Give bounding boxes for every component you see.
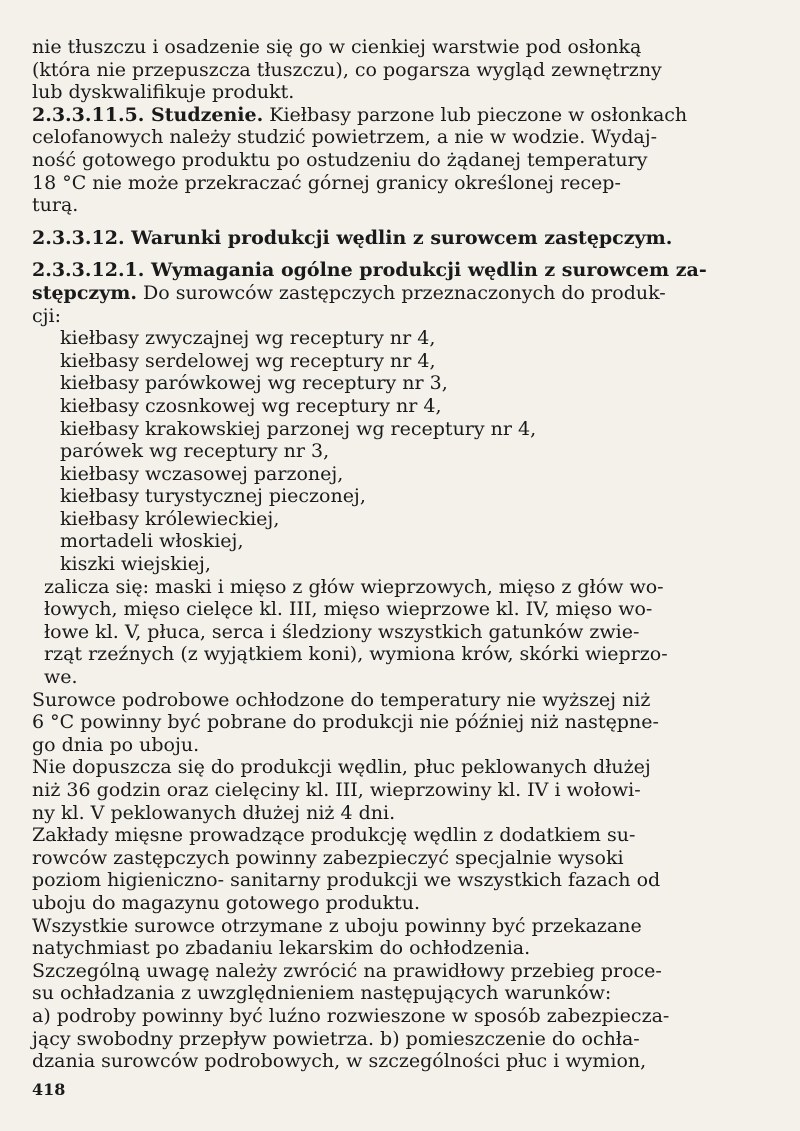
text-line: (która nie przepuszcza tłuszczu), co pogarsza wygląd zewnętrzny [32, 58, 662, 81]
text-line: ny kl. V peklowanych dłużej niż 4 dni. [32, 801, 396, 824]
text-line [32, 104, 704, 127]
text-line: dzania surowców podrobowych, w szczególności płuc i wymion, [32, 1050, 647, 1073]
text-line: poziom higieniczno- sanitarny produkcji we wszystkich fazach od [32, 869, 661, 892]
paragraph-conditions [32, 1005, 704, 1073]
text-line: zalicza się: maski i mięso z głów wieprzowych, mięso z głów wo- [44, 575, 664, 598]
text-line: natychmiast po zbadaniu lekarskim do ochłodzenia. [32, 937, 531, 960]
paragraph-storage-temperature [32, 689, 704, 757]
list-item: kiełbasy parówkowej wg receptury nr 3, [60, 372, 448, 395]
section-heading: 2.3.3.12. Warunki produkcji wędlin z surowcem zastępczym. [32, 226, 673, 249]
section-heading: 2.3.3.12.1. Wymagania ogólne produkcji wędlin z surowcem za- [32, 259, 707, 282]
page-number: 418 [32, 1080, 66, 1099]
list-item: kiełbasy królewieckiej, [60, 507, 280, 530]
section-heading: stępczym. [32, 281, 137, 304]
text-line: we. [44, 666, 78, 689]
text-line: Surowce podrobowe ochłodzone do temperatury nie wyższej niż [32, 688, 651, 711]
text-line: go dnia po uboju. [32, 733, 200, 756]
list-item: kiełbasy zwyczajnej wg receptury nr 4, [60, 327, 436, 350]
text-line: nie tłuszczu i osadzenie się go w cienkiej warstwie pod osłonką [32, 36, 642, 58]
list-item: kiszki wiejskiej, [60, 553, 211, 576]
text-line: rząt rzeźnych (z wyjątkiem koni), wymiona krów, skórki wieprzo- [44, 643, 668, 666]
section-text: Do surowców zastępczych przeznaczonych do produk- [143, 281, 666, 304]
body-paragraph [32, 576, 704, 689]
text-line: łowych, mięso cielęce kl. III, mięso wieprzowe kl. IV, mięso wo- [44, 598, 653, 621]
intro-paragraph [32, 36, 704, 104]
list-item: kiełbasy turystycznej pieczonej, [60, 485, 366, 508]
section-heading: 2.3.3.11.5. Studzenie. [32, 103, 264, 126]
list-item: kiełbasy krakowskiej parzonej wg receptury nr 4, [60, 417, 537, 440]
paragraph-curing-limits [32, 756, 704, 824]
text-line: turą. [32, 194, 79, 217]
section-text: Kiełbasy parzone lub pieczone w osłonkach [269, 103, 688, 126]
text-line: a) podroby powinny być luźno rozwieszone w sposób zabezpiecza- [32, 1004, 670, 1027]
text-line: lub dyskwalifikuje produkt. [32, 81, 295, 104]
paragraph-cooling-process [32, 960, 704, 1005]
text-line: su ochładzania z uwzględnieniem następujących warunków: [32, 982, 612, 1005]
spacer [32, 217, 704, 227]
text-line: cji: [32, 304, 62, 327]
text-line: jący swobodny przepływ powietrza. b) pomieszczenie do ochła- [32, 1027, 640, 1050]
text-line: Nie dopuszcza się do produkcji wędlin, płuc peklowanych dłużej [32, 756, 651, 779]
text-line: 6 °C powinny być pobrane do produkcji nie później niż następne- [32, 711, 659, 734]
section-general-requirements [32, 259, 707, 327]
text-line: uboju do magazynu gotowego produktu. [32, 891, 421, 914]
paragraph-transfer [32, 915, 704, 960]
text-line: ność gotowego produktu po ostudzeniu do żądanej temperatury [32, 148, 648, 171]
text-line: 18 °C nie może przekraczać górnej granicy określonej recep- [32, 171, 621, 194]
list-item: kiełbasy wczasowej parzonej, [60, 462, 344, 485]
list-item: parówek wg receptury nr 3, [60, 440, 330, 463]
text-line: łowe kl. V, płuca, serca i śledziony wszystkich gatunków zwie- [44, 620, 640, 643]
text-line: Zakłady mięsne prowadzące produkcję wędlin z dodatkiem su- [32, 824, 636, 847]
list-item: mortadeli włoskiej, [60, 530, 244, 553]
text-line [32, 282, 704, 305]
text-line: Szczególną uwagę należy zwrócić na prawidłowy przebieg proce- [32, 959, 662, 982]
list-item: kiełbasy czosnkowej wg receptury nr 4, [60, 394, 442, 417]
text-line: celofanowych należy studzić powietrzem, a nie w wodzie. Wydaj- [32, 126, 658, 149]
product-list [32, 327, 704, 576]
spacer [32, 249, 704, 259]
paragraph-hygiene [32, 824, 704, 914]
list-item: kiełbasy serdelowej wg receptury nr 4, [60, 349, 436, 372]
section-cooling [32, 104, 704, 217]
text-line: Wszystkie surowce otrzymane z uboju powinny być przekazane [32, 914, 642, 937]
text-line: niż 36 godzin oraz cielęciny kl. III, wieprzowiny kl. IV i wołowi- [32, 779, 641, 801]
text-line: rowców zastępczych powinny zabezpieczyć specjalnie wysoki [32, 846, 624, 869]
